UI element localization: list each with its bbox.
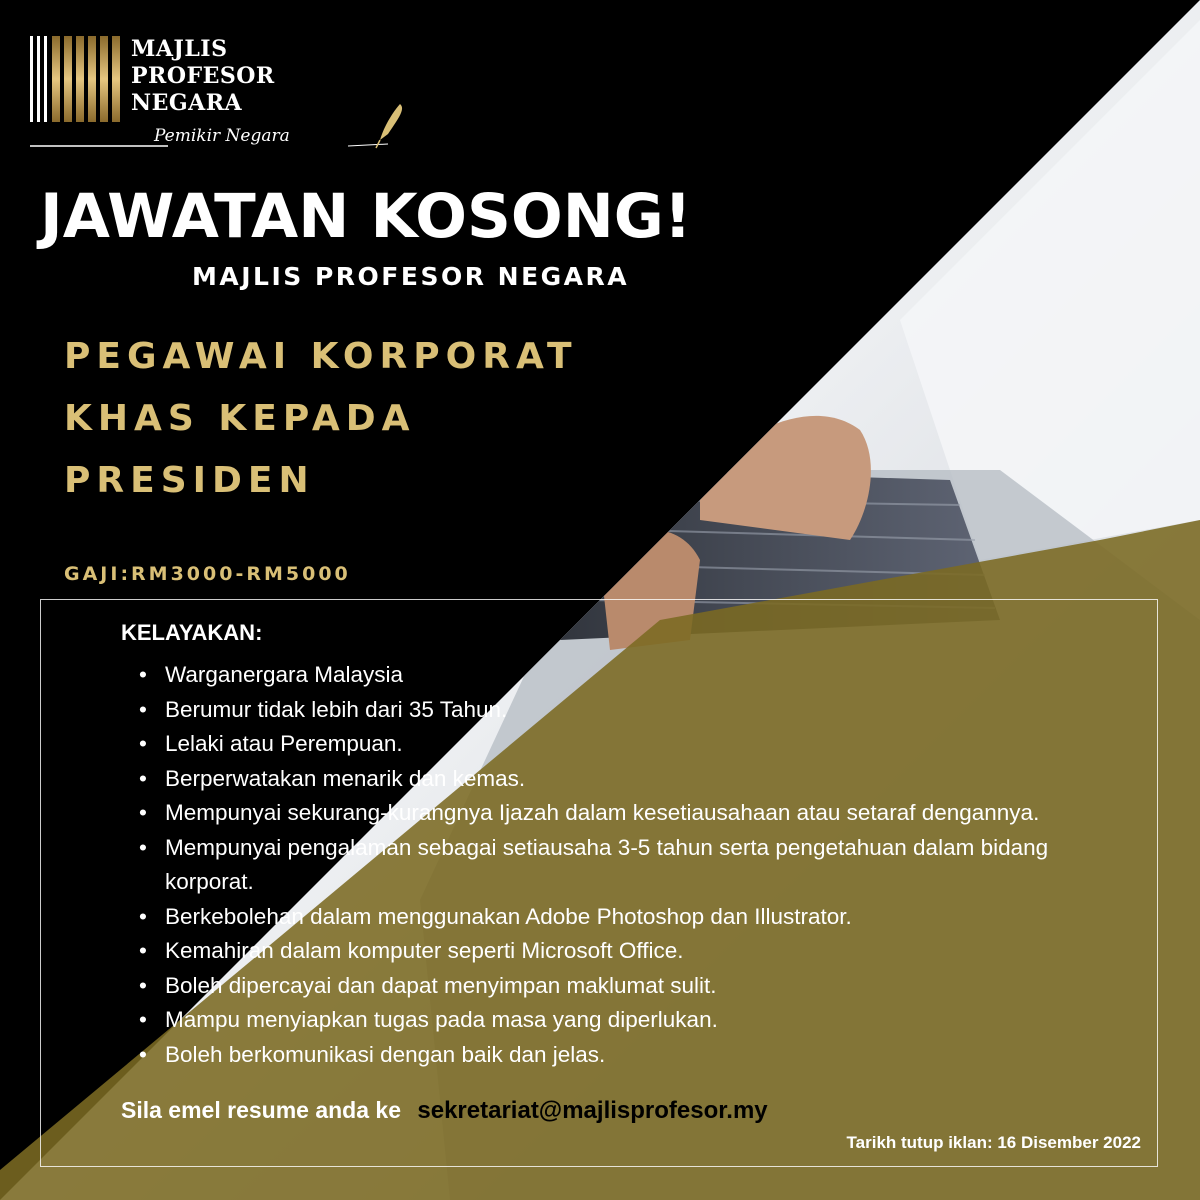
- list-item-text: Mampu menyiapkan tugas pada masa yang diperlukan.: [165, 1007, 718, 1032]
- bullet-icon: •: [139, 938, 147, 963]
- list-item: [135, 727, 1135, 762]
- list-item: [135, 762, 1135, 797]
- contact-prompt: Sila emel resume anda ke: [121, 1097, 401, 1123]
- list-item: [135, 1003, 1135, 1038]
- bullet-icon: •: [139, 1041, 147, 1067]
- list-item: [135, 658, 1135, 693]
- salary-range: GAJI:RM3000-RM5000: [64, 563, 351, 585]
- qualifications-heading: KELAYAKAN:: [121, 620, 263, 645]
- logo-name-line-1: MAJLIS: [131, 36, 228, 62]
- list-item-text: Berumur tidak lebih dari 35 Tahun.: [165, 696, 508, 722]
- list-item: [135, 900, 1135, 935]
- bullet-icon: •: [139, 972, 147, 998]
- qualifications-list: [135, 658, 1135, 1072]
- email-link[interactable]: sekretariat@majlisprofesor.my: [417, 1097, 768, 1124]
- position-title-line-1: PEGAWAI KORPORAT: [64, 336, 578, 377]
- logo-name-line-2: PROFESOR: [131, 63, 275, 89]
- list-item-text: Lelaki atau Perempuan.: [165, 731, 403, 756]
- bullet-icon: •: [139, 765, 147, 791]
- list-item-text: Boleh berkomunikasi dengan baik dan jelas.: [165, 1041, 606, 1067]
- position-title-line-3: PRESIDEN: [64, 460, 315, 501]
- bullet-icon: •: [139, 662, 147, 687]
- list-item: [135, 693, 1135, 728]
- bullet-icon: •: [139, 1007, 147, 1032]
- organization-logo: [28, 36, 408, 166]
- list-item-text: Kemahiran dalam komputer seperti Microsoft Office.: [165, 938, 684, 963]
- position-title: [64, 326, 578, 512]
- headline: JAWATAN KOSONG!: [40, 181, 692, 252]
- qualifications-panel: [40, 599, 1158, 1167]
- closing-date: Tarikh tutup iklan: 16 Disember 2022: [846, 1133, 1141, 1152]
- bullet-icon: •: [139, 696, 147, 722]
- bullet-icon: •: [139, 903, 147, 929]
- list-item: [135, 1038, 1135, 1073]
- list-item-text: Berperwatakan menarik dan kemas.: [165, 765, 526, 791]
- logo-tagline: Pemikir Negara: [154, 126, 290, 146]
- list-item: [135, 969, 1135, 1004]
- list-item: [135, 831, 1135, 900]
- list-item: [135, 934, 1135, 969]
- list-item-text: Boleh dipercayai dan dapat menyimpan maklumat sulit.: [165, 972, 717, 998]
- bullet-icon: •: [139, 731, 147, 756]
- bullet-icon: •: [139, 834, 147, 860]
- contact-line: [121, 1097, 768, 1125]
- list-item-text: Mempunyai sekurang-kurangnya Ijazah dalam kesetiausahaan atau setaraf dengannya.: [165, 800, 1040, 825]
- logo-name-line-3: NEGARA: [131, 90, 243, 116]
- list-item-text: Berkebolehan dalam menggunakan Adobe Photoshop dan Illustrator.: [165, 903, 852, 929]
- list-item: [135, 796, 1135, 831]
- position-title-line-2: KHAS KEPADA: [64, 398, 416, 439]
- list-item-text: Mempunyai pengalaman sebagai setiausaha 3-5 tahun serta pengetahuan dalam bidang korporat.: [165, 834, 1049, 894]
- list-item-text: Warganergara Malaysia: [165, 662, 404, 687]
- organization-subhead: MAJLIS PROFESOR NEGARA: [192, 262, 630, 291]
- bullet-icon: •: [139, 800, 147, 825]
